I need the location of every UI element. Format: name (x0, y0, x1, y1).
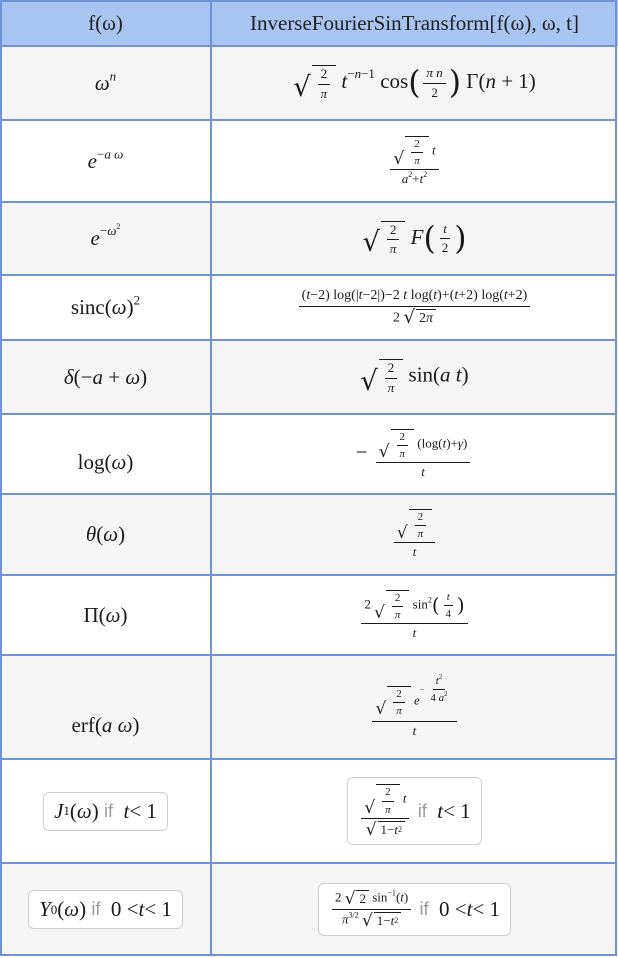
result-row-4: (t−2) log(|t−2|)−2 t log(t)+(t+2) log(t+2) 2 √ 2 π (296, 288, 534, 327)
function-log: log(ω) (77, 449, 134, 474)
row-11-function (0, 863, 211, 956)
row-6-function (0, 414, 211, 494)
function-gaussian: $e^{-\omega^2}$ (90, 222, 121, 250)
row-8-result (211, 575, 618, 655)
header-transform-label: InverseFourierSinTransform[f(ω), ω, t] (250, 10, 579, 35)
header-function-label: f(ω) (88, 10, 123, 35)
function-delta: δ(−a + ω) (63, 364, 148, 389)
row-7-function (0, 494, 211, 575)
row-4-result (211, 275, 618, 340)
function-exp-minus-a-omega: $e^{-a \omega}$ (87, 145, 124, 173)
piecewise-box-y0-result: 2 √ 2 $\sin^{-1}(t)$ $\pi^{3/2}$ √ 1− t 2 if 0 < t < 1 (318, 883, 511, 936)
result-row-8: 2 √ $\frac{2}{\pi}$ $\sin^2$( $\frac{t}{4}$ ) t (358, 590, 470, 640)
result-row-7: √ $\frac{2}{\pi}$ t (391, 509, 438, 559)
result-row-9: √ $\frac{2}{\pi}$ $e^{- \frac{t^2}{4 a^2}}$ t (369, 675, 459, 738)
header-cell-function (0, 0, 211, 46)
row-11-result (211, 863, 618, 956)
row-9-result (211, 655, 618, 759)
row-8-function (0, 575, 211, 655)
result-row-3: √ $\frac{2}{\pi}$ F( $\frac{t}{2}$ ) (362, 220, 467, 258)
result-row-5: √ $\frac{2}{\pi}$ sin(a t) (360, 360, 469, 397)
result-row-2: √ $\frac{2}{\pi}$ t $a^2+t^2$ (387, 136, 441, 186)
row-3-function (0, 202, 211, 275)
row-1-result (211, 46, 618, 120)
row-5-function (0, 340, 211, 414)
piecewise-box-j1-result: √ $\frac{2}{\pi}$ t √ 1− t 2 if t < 1 (347, 777, 481, 844)
header-cell-transform (211, 0, 618, 46)
function-heaviside: θ(ω) (85, 522, 126, 546)
row-10-result (211, 759, 618, 863)
function-rect: Π(ω) (83, 602, 128, 627)
row-4-function (0, 275, 211, 340)
row-9-function (0, 655, 211, 759)
row-1-function (0, 46, 211, 120)
row-2-result (211, 120, 618, 202)
function-erf: erf(a ω) (71, 712, 140, 737)
row-10-function (0, 759, 211, 863)
row-7-result (211, 494, 618, 575)
row-5-result (211, 340, 618, 414)
row-2-function (0, 120, 211, 202)
row-6-result (211, 414, 618, 494)
function-omega-power-n: $\omega^n$ (94, 67, 117, 95)
row-3-result (211, 202, 618, 275)
result-row-6: − √ $\frac{2}{\pi}$ (log(t)+γ) t (356, 429, 474, 479)
piecewise-box-y0: Y 0 ( ω ) if 0 < t < 1 (28, 890, 183, 929)
result-row-1: √ $\frac{2}{\pi}$ $t^{-n-1}$ cos( $\frac{\text{π n}}{2}$ ) Γ(n + 1) (293, 65, 536, 103)
function-sinc-squared: $\sin c(\omega)^2$ (70, 292, 141, 319)
piecewise-box-j1: J 1 ( ω ) if t < 1 (43, 792, 168, 831)
